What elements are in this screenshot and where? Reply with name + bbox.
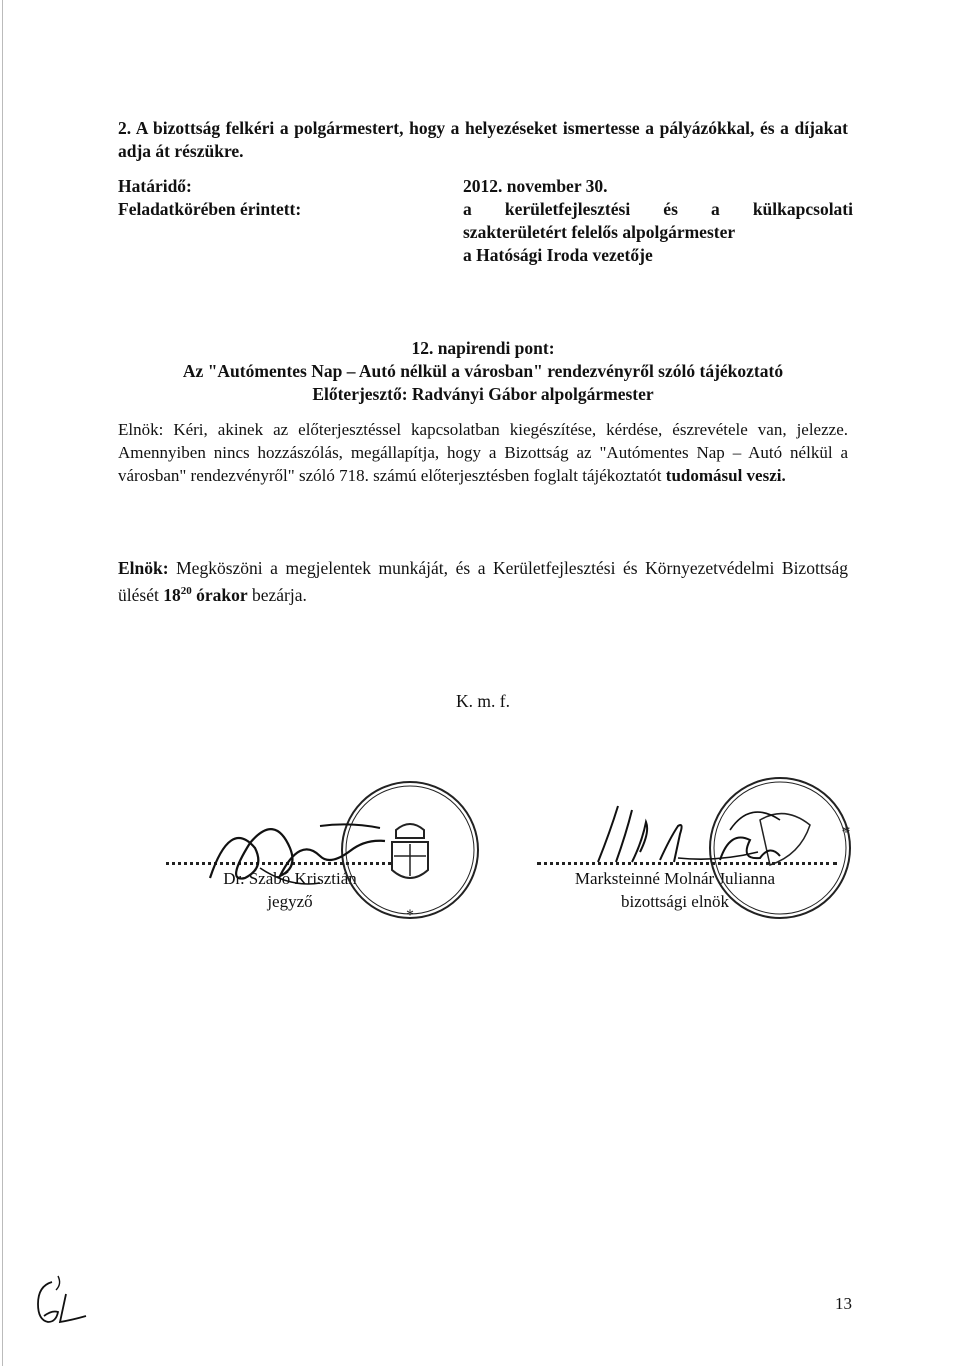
agenda-number: 12. napirendi pont: <box>411 338 555 358</box>
agenda-presenter: Előterjesztő: Radványi Gábor alpolgármester <box>312 384 654 404</box>
svg-text:*: * <box>841 822 851 842</box>
paragraph-2-text-b: bezárja. <box>251 584 307 605</box>
signature-scribble-left <box>200 808 400 898</box>
signatory-right-title: bizottsági elnök <box>620 892 730 911</box>
signatory-left-title: jegyző <box>267 892 313 911</box>
agenda-title: Az "Autómentes Nap – Autó nélkül a városban" rendezvényről szóló tájékoztató <box>182 361 784 381</box>
paragraph-1-bold: tudomásul veszi. <box>665 466 786 485</box>
item-2-text: 2. A bizottság felkéri a polgármestert, hogy a helyezéseket ismertesse a pályázókkal, és a díjakat adja át részükre. <box>118 118 848 161</box>
responsible-line: a Hatósági Iroda vezetője <box>463 245 653 265</box>
paragraph-2-text-a: Megköszöni a megjelentek munkáját, és a Kerületfejlesztési és Környezetvédelmi Bizottság ülését <box>118 558 849 605</box>
page-number: 13 <box>835 1294 852 1313</box>
signatory-right-name: Marksteinné Molnár Julianna <box>574 869 776 888</box>
closing-time-word: órakor <box>196 584 248 605</box>
chair-paragraph-1 <box>118 418 848 487</box>
scan-edge-line <box>2 0 3 1366</box>
responsible-label: Feladatkörében érintett: <box>118 199 302 219</box>
responsible-line: szakterületért felelős alpolgármester <box>463 222 736 242</box>
svg-text:*: * <box>406 907 414 924</box>
kmf-text: K. m. f. <box>456 691 510 711</box>
chair-paragraph-2 <box>118 557 848 607</box>
initials-mark <box>28 1272 98 1332</box>
paragraph-1-text: Elnök: Kéri, akinek az előterjesztéssel kapcsolatban kiegészítése, kérdése, észrevétele van, jelezze. Amennyiben nincs hozzászólás, megállapítja, hogy a Bizottság az "Autómentes Nap – Autó nélkül a városban" rendezvényről" szóló 718. számú előterjesztésben foglalt tájékoztatót <box>118 420 848 485</box>
responsible-lines <box>463 198 853 267</box>
closing-minutes: 20 <box>180 585 192 597</box>
deadline-value: 2012. november 30. <box>463 176 608 196</box>
responsible-line: a kerületfejlesztési és a külkapcsolati <box>463 199 853 219</box>
signature-scribble-right <box>580 800 820 880</box>
chair-label: Elnök: <box>118 558 169 578</box>
deadline-label: Határidő: <box>118 176 192 196</box>
signatory-left-name: Dr. Szabó Krisztián <box>223 869 357 888</box>
closing-hour: 18 <box>163 584 181 605</box>
